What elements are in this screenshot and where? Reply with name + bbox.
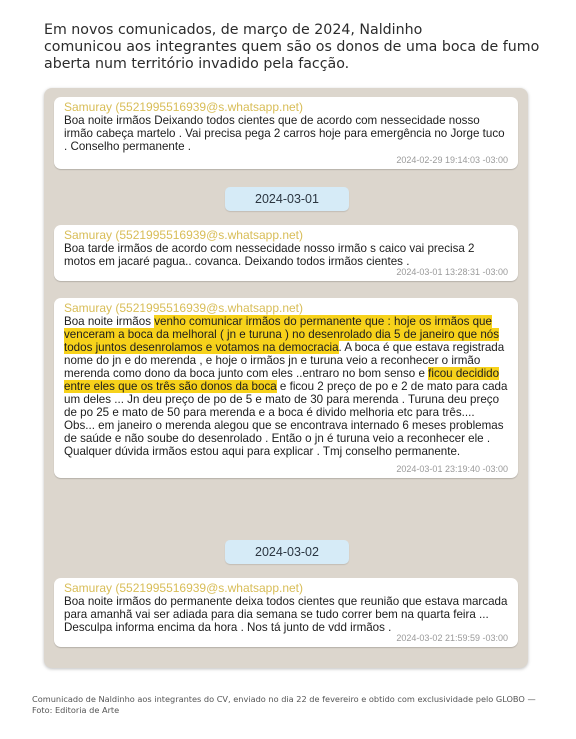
message-text: Boa noite irmãos do permanente deixa todos cientes que reunião que estava marcada para amanhã vai ser adiada para dia semana se tudo correr bem na quarta feira ... Desculpa informa encima da hora . Nos tá junto de vdd irmãos . — [64, 595, 508, 634]
intro-line-3: aberta num território invadido pela facção. — [44, 56, 350, 72]
message-sender: Samuray (5521995516939@s.whatsapp.net) — [64, 228, 304, 242]
message-text-part: . A boca é que estava registrada nome do jn e do merenda , e hoje o irmãos jn e turuna veio a reconhecer o irmão merenda como dono da boca junto com eles ..entraro no bom senso e — [64, 341, 505, 380]
intro-paragraph — [44, 22, 544, 73]
message-text — [64, 315, 508, 458]
message-text: Boa tarde irmãos de acordo com nessecidade nosso irmão s caico vai precisa 2 motos em jacaré pagua.. covanca. Deixando todos irmãos cientes . — [64, 242, 475, 268]
message-sender: Samuray (5521995516939@s.whatsapp.net) — [64, 100, 304, 114]
intro-line-1: Em novos comunicados, de março de 2024, Naldinho — [44, 22, 423, 38]
highlighted-text: venho comunicar irmãos do permanente que : hoje os irmãos que venceram a boca da melhoral ( jn e turuna ) no desenrolado dia 5 de janeiro que nós todos juntos desenrolamos e votamos na democracia — [64, 315, 500, 354]
message-timestamp: 2024-03-01 13:28:31 -03:00 — [396, 267, 508, 277]
message-bubble — [54, 225, 518, 281]
image-caption: Comunicado de Naldinho aos integrantes do CV, enviado no dia 22 de fevereiro e obtido com exclusividade pelo GLOBO — Foto: Editoria de Arte — [32, 694, 536, 715]
date-divider: 2024-03-02 — [225, 540, 349, 564]
message-text-part: e ficou 2 preço de po e 2 de mato para cada um deles ... Jn deu preço de po de 5 e mato de 30 para merenda . Turuna deu preço de po 25 e mato de 50 para merenda e a boca é divido melhoria etc para três.... Obs... em janeiro o merenda alegou que se encontrava internado 6 meses problemas de saúde e não soube do desenrolado . Então o jn é turuna veio a reconhecer ele . Qualquer dúvida irmãos estou aqui para explicar . Tmj conselho permanente. — [64, 380, 508, 458]
message-timestamp: 2024-02-29 19:14:03 -03:00 — [396, 155, 508, 165]
highlighted-text: ficou decidido entre eles que os três são donos da boca — [64, 367, 500, 393]
message-text: Boa noite irmãos Deixando todos cientes que de acordo com nessecidade nosso irmão cabeça martelo . Vai precisa pega 2 carros hoje para emergência no Jorge tuco . Conselho permanente . — [64, 114, 505, 153]
message-bubble — [54, 578, 518, 647]
intro-line-2: comunicou aos integrantes quem são os donos de uma boca de fumo — [44, 39, 540, 55]
whatsapp-chat-screenshot — [44, 88, 528, 668]
message-timestamp: 2024-03-01 23:19:40 -03:00 — [396, 464, 508, 474]
message-text-part: Boa noite irmãos — [64, 315, 155, 328]
message-sender: Samuray (5521995516939@s.whatsapp.net) — [64, 301, 304, 315]
message-timestamp: 2024-03-02 21:59:59 -03:00 — [396, 633, 508, 643]
message-bubble — [54, 97, 518, 169]
message-sender: Samuray (5521995516939@s.whatsapp.net) — [64, 581, 304, 595]
message-bubble — [54, 298, 518, 478]
date-divider: 2024-03-01 — [225, 187, 349, 211]
